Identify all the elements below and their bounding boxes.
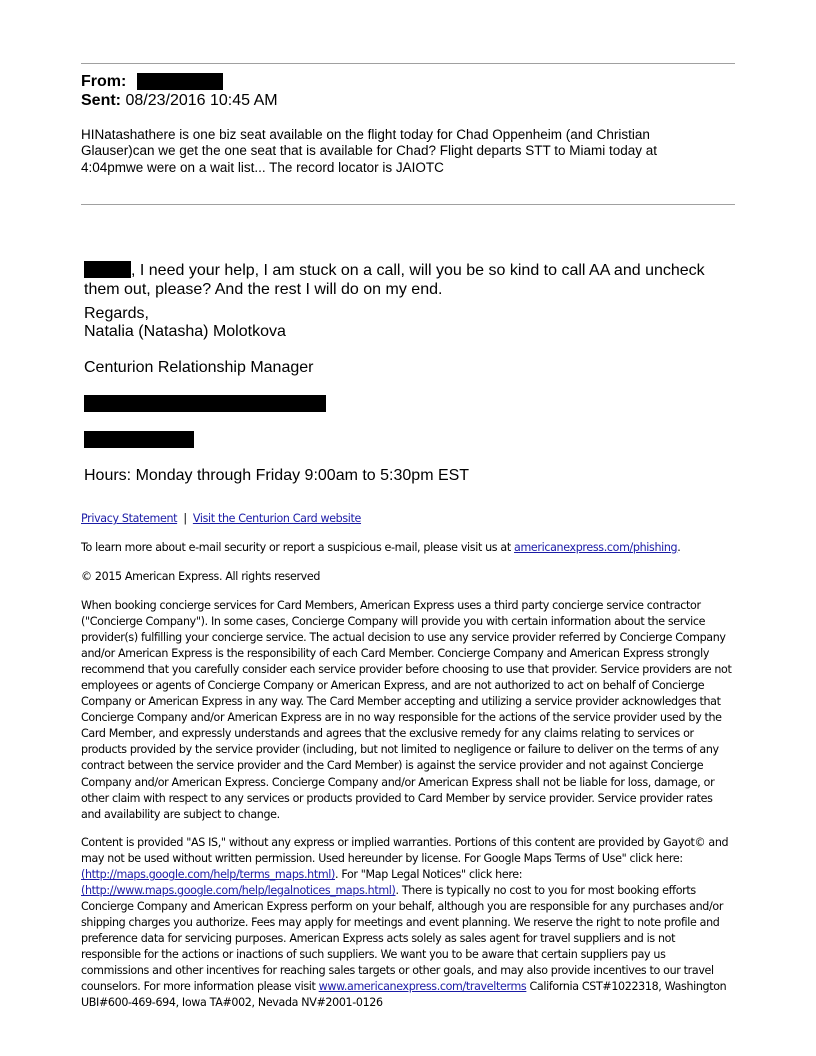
disclaimer-line: ("Concierge Company"). In some cases, Concierge Company will provide you with certain information about the service: [81, 615, 706, 629]
google-maps-legal-link[interactable]: (http://www.maps.google.com/help/legalnotices_maps.html): [81, 884, 396, 898]
redacted-recipient: [84, 261, 131, 278]
disclaimer-line: products provided by the service provider (including, but not limited to negligence or failure to deliver on the terms of any: [81, 743, 719, 757]
redacted-contact-line: [84, 395, 326, 412]
centurion-website-link[interactable]: Visit the Centurion Card website: [192, 512, 362, 525]
message-line: 4:04pmwe were on a wait list... The record locator is JAIOTC: [81, 159, 444, 175]
security-period: .: [677, 541, 681, 554]
redacted-sender: [137, 73, 223, 90]
disclaimer-line: and/or American Express is the responsibility of each Card Member. Concierge Company and American Express strongly: [81, 647, 710, 661]
disclaimer-line: other claim with respect to any services or products provided to Card Member by service provider. Service provider rates: [81, 791, 713, 805]
content-line: commissions and other incentives for reaching sales targets or other goals, and may also provide incentives to our travel: [81, 964, 714, 978]
content-line: may not be used without written permission. Used hereunder by license. For Google Maps Terms of Use" click here:: [81, 852, 683, 866]
phishing-link[interactable]: americanexpress.com/phishing: [514, 541, 678, 554]
content-disclaimer: [81, 835, 741, 1012]
content-text: California CST#1022318, Washington: [526, 980, 727, 994]
content-line: Concierge Company and American Express perform on your behalf, although you are responsible for any purchases and/or: [81, 900, 724, 914]
sender-title: Centurion Relationship Manager: [84, 359, 314, 376]
security-text: To learn more about e-mail security or report a suspicious e-mail, please visit us at: [81, 541, 515, 554]
disclaimer-line: Company and/or American Express. Concierge Company and/or American Express shall not be liable for loss, damage, or: [81, 775, 715, 789]
office-hours: Hours: Monday through Friday 9:00am to 5:30pm EST: [84, 467, 470, 484]
disclaimer-line: Company or American Express in any way. The Card Member accepting and utilizing a service provider acknowledges that: [81, 695, 721, 709]
message-line: Glauser)can we get the one seat that is available for Chad? Flight departs STT to Miami today at: [81, 143, 658, 159]
disclaimer-line: contract between the service provider and the Card Member) is against the service provider and not against Concierge: [81, 759, 704, 773]
content-line: Content is provided "AS IS," without any express or implied warranties. Portions of this content are provided by Gayot© and: [81, 836, 729, 849]
disclaimer-line: Card Member, and expressly understands and agrees that the exclusive remedy for any claims relating to services or: [81, 727, 694, 741]
content-line: responsible for the actions or inactions of such suppliers. We want you to be aware that certain suppliers pay us: [81, 948, 666, 962]
copyright: © 2015 American Express. All rights reserved: [81, 570, 321, 583]
sent-value: 08/23/2016 10:45 AM: [125, 92, 278, 109]
privacy-statement-link[interactable]: Privacy Statement: [81, 512, 178, 525]
content-text: counselors. For more information please visit: [81, 980, 319, 994]
content-line: preference data for servicing purposes. American Express acts solely as sales agent for travel suppliers and is not: [81, 932, 676, 946]
middle-divider: [81, 204, 735, 205]
disclaimer-line: recommend that you carefully consider each service provider before choosing to use that provider. Service providers are not: [81, 663, 732, 677]
reply-body: [84, 261, 705, 299]
concierge-disclaimer: [81, 598, 741, 823]
sender-name: Natalia (Natasha) Molotkova: [84, 323, 286, 340]
security-notice: [81, 540, 741, 556]
regards: Regards,: [84, 305, 149, 322]
reply-line: , I need your help, I am stuck on a call, will you be so kind to call AA and uncheck: [131, 262, 705, 279]
reply-line: them out, please? And the rest I will do on my end.: [84, 280, 443, 298]
content-line: shipping charges you authorize. Fees may apply for meetings and event planning. We reserve the right to note profile and: [81, 916, 720, 930]
top-divider: [81, 63, 735, 64]
content-line: UBI#600-469-694, Iowa TA#002, Nevada NV#2001-0126: [81, 996, 383, 1010]
travel-terms-link[interactable]: www.americanexpress.com/travelterms: [318, 980, 527, 994]
redacted-contact-line: [84, 431, 194, 448]
content-text: . For "Map Legal Notices" click here:: [334, 868, 523, 882]
message-body: [81, 127, 721, 176]
sent-row: [81, 91, 278, 110]
link-separator: |: [183, 512, 187, 525]
disclaimer-line: When booking concierge services for Card Members, American Express uses a third party concierge service contractor: [81, 599, 701, 612]
content-line: [81, 979, 741, 995]
from-row: [81, 72, 223, 91]
sent-label: Sent:: [81, 92, 121, 109]
content-line: [81, 883, 741, 899]
content-line: [81, 867, 741, 883]
message-line: HINatashathere is one biz seat available on the flight today for Chad Oppenheim (and Christian: [81, 127, 650, 142]
disclaimer-line: employees or agents of Concierge Company or American Express, and are not authorized to act on behalf of Concierge: [81, 679, 705, 693]
from-label: From:: [81, 73, 127, 90]
content-text: . There is typically no cost to you for most booking efforts: [395, 884, 696, 898]
disclaimer-line: Concierge Company and/or American Express are in no way responsible for the actions of the service provider used by the: [81, 711, 722, 725]
disclaimer-line: and availability are subject to change.: [81, 807, 280, 821]
disclaimer-line: provider(s) fulfilling your concierge service. The actual decision to use any service provider referred by Concierge Company: [81, 631, 726, 645]
google-maps-terms-link[interactable]: (http://maps.google.com/help/terms_maps.html): [81, 868, 335, 882]
footer-links: [81, 511, 741, 527]
